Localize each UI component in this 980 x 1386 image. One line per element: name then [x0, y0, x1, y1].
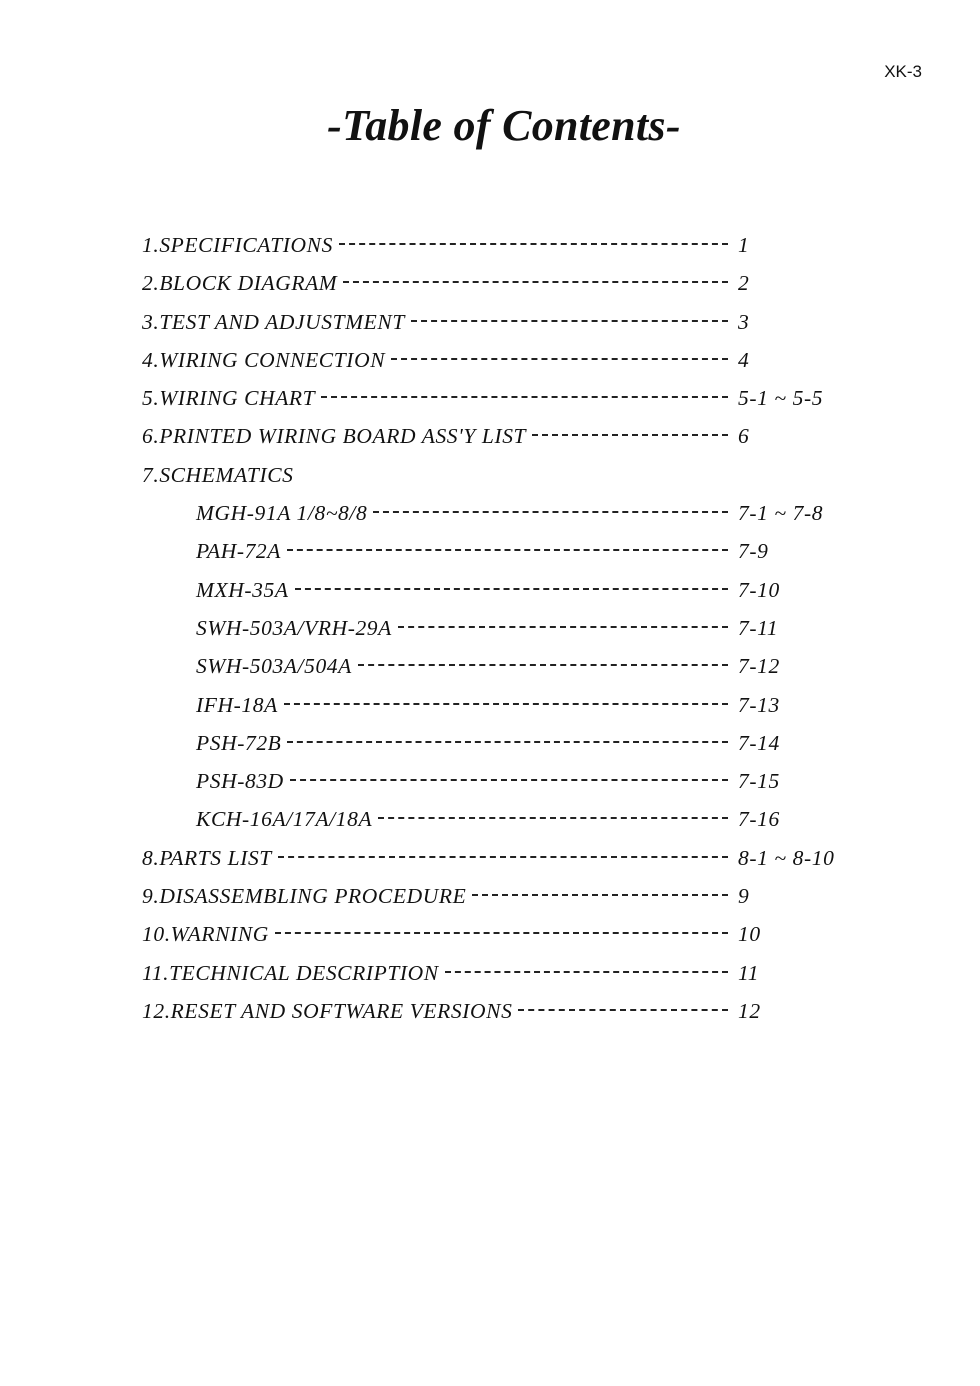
toc-entry-label: 10.WARNING — [142, 922, 269, 947]
toc-entry-label: PSH-83D — [196, 769, 284, 794]
toc-leader — [532, 434, 728, 436]
toc-entry[interactable] — [0, 267, 980, 305]
toc-leader — [295, 588, 728, 590]
toc-entry-label: KCH-16A/17A/18A — [196, 807, 373, 832]
toc-leader — [290, 779, 728, 781]
toc-entry-label: 8.PARTS LIST — [142, 845, 272, 870]
toc-entry-page: 12 — [738, 998, 761, 1023]
toc-leader — [278, 856, 728, 858]
toc-sub-entry[interactable] — [0, 574, 980, 612]
toc-entry-label: MGH-91A 1/8~8/8 — [196, 501, 368, 526]
toc-entry-page: 7-9 — [738, 539, 769, 564]
toc-entry[interactable] — [0, 957, 980, 995]
toc-entry-label: 6.PRINTED WIRING BOARD ASS'Y LIST — [142, 424, 527, 449]
toc-leader — [287, 549, 728, 551]
toc-leader — [445, 971, 728, 973]
toc-leader — [339, 243, 728, 245]
toc-entry[interactable] — [0, 344, 980, 382]
toc-entry-label: 7.SCHEMATICS — [142, 462, 294, 487]
toc-entry-page: 2 — [738, 271, 750, 296]
toc-entry-page: 7-10 — [738, 577, 780, 602]
toc-leader — [411, 320, 728, 322]
toc-entry-label: 1.SPECIFICATIONS — [142, 233, 333, 257]
toc-entry-label: IFH-18A — [196, 692, 278, 717]
page-id: XK-3 — [884, 62, 922, 81]
toc-entry-page: 5-1 ~ 5-5 — [738, 386, 824, 411]
page-title: -Table of Contents- — [327, 101, 681, 150]
toc-leader — [472, 894, 728, 896]
toc-leader — [343, 281, 728, 283]
toc-entry-page: 4 — [738, 347, 750, 372]
toc-entry-label: 9.DISASSEMBLING PROCEDURE — [142, 884, 467, 909]
toc-entry-page: 8-1 ~ 8-10 — [738, 845, 835, 870]
toc-sub-entry[interactable] — [0, 727, 980, 765]
toc-entry[interactable] — [0, 880, 980, 918]
toc-entry-page: 11 — [738, 960, 760, 985]
toc-entry-label: MXH-35A — [196, 577, 289, 602]
toc-entry-page: 3 — [738, 309, 750, 334]
toc-entry-label: 3.TEST AND ADJUSTMENT — [142, 309, 405, 334]
toc-sub-entry[interactable] — [0, 497, 980, 535]
toc-entry[interactable] — [0, 229, 980, 267]
toc-entry-page: 6 — [738, 424, 750, 449]
toc-entry[interactable] — [0, 420, 980, 458]
toc-entry-page: 7-14 — [738, 730, 780, 755]
toc-sub-entry[interactable] — [0, 535, 980, 573]
toc-entry-page: 7-1 ~ 7-8 — [738, 501, 824, 526]
toc-leader — [518, 1009, 728, 1011]
toc-sub-entry[interactable] — [0, 765, 980, 803]
toc-entry[interactable] — [0, 995, 980, 1033]
toc-entry-page: 7-13 — [738, 692, 780, 717]
toc-entry-label: SWH-503A/504A — [196, 654, 352, 679]
toc-entry-page: 7-16 — [738, 807, 780, 832]
toc-entry-page: 7-12 — [738, 654, 780, 679]
toc-leader — [284, 703, 728, 705]
toc-entry-page: 7-11 — [738, 615, 779, 640]
toc-entry-label: 11.TECHNICAL DESCRIPTION — [142, 960, 439, 985]
toc-entry-label: 4.WIRING CONNECTION — [142, 347, 386, 372]
toc-entry[interactable] — [0, 382, 980, 420]
toc-entry-label: SWH-503A/VRH-29A — [196, 615, 392, 640]
toc-leader — [398, 626, 728, 628]
toc-section-heading[interactable] — [0, 459, 980, 497]
toc-entry-page: 10 — [738, 922, 761, 947]
toc-entry-page: 7-15 — [738, 769, 780, 794]
toc-entry-page: 1 — [738, 233, 750, 257]
table-of-contents — [0, 229, 980, 1033]
toc-entry-label: 5.WIRING CHART — [142, 386, 316, 411]
toc-entry-label: PSH-72B — [196, 730, 282, 755]
toc-leader — [321, 396, 728, 398]
toc-entry[interactable] — [0, 306, 980, 344]
toc-leader — [378, 817, 728, 819]
toc-leader — [391, 358, 728, 360]
toc-sub-entry[interactable] — [0, 650, 980, 688]
toc-leader — [373, 511, 728, 513]
toc-leader — [358, 664, 728, 666]
toc-entry-label: 2.BLOCK DIAGRAM — [142, 271, 338, 296]
toc-sub-entry[interactable] — [0, 612, 980, 650]
toc-entry[interactable] — [0, 842, 980, 880]
toc-leader — [287, 741, 728, 743]
toc-sub-entry[interactable] — [0, 689, 980, 727]
toc-leader — [275, 932, 728, 934]
toc-entry-label: PAH-72A — [196, 539, 282, 564]
toc-entry[interactable] — [0, 918, 980, 956]
toc-entry-page: 9 — [738, 884, 750, 909]
toc-entry-label: 12.RESET AND SOFTWARE VERSIONS — [142, 998, 513, 1023]
toc-sub-entry[interactable] — [0, 803, 980, 841]
